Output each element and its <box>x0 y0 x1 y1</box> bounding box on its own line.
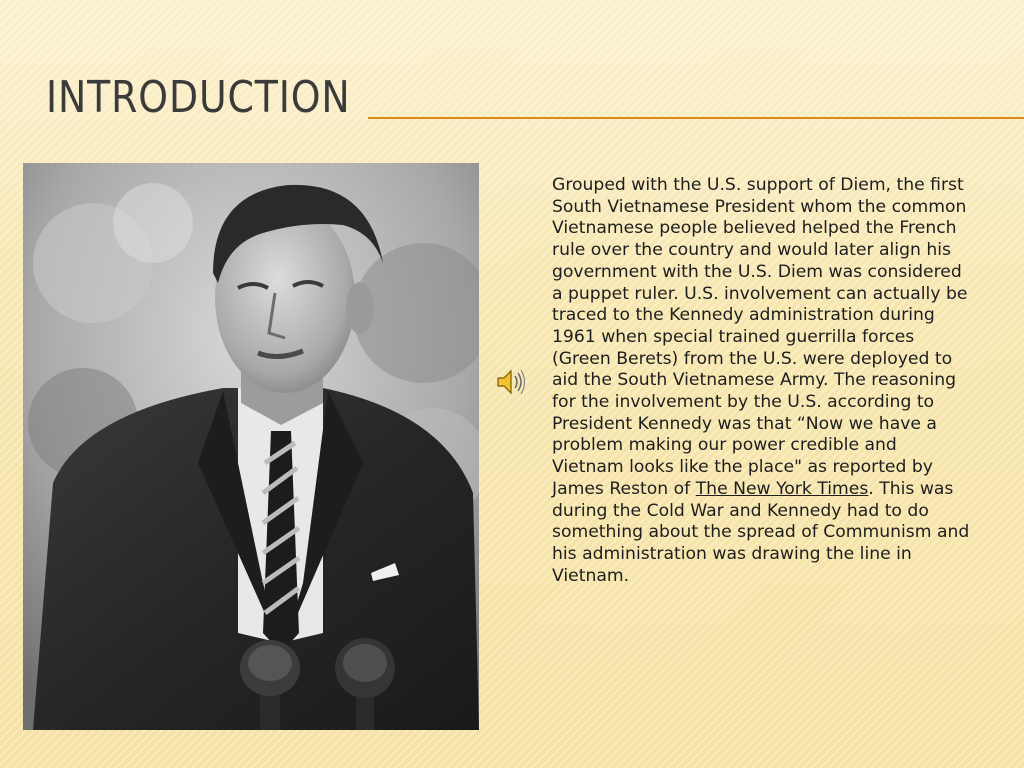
body-text-part-2: . This was during the Cold War and Kennedy had to do something about the spread of Communism and his administration was drawing the line in Vietnam. <box>552 478 970 586</box>
new-york-times-link[interactable]: The New York Times <box>695 478 869 499</box>
slide-title: INTRODUCTION <box>46 72 351 123</box>
portrait-photo <box>23 163 479 730</box>
title-divider <box>368 117 1024 119</box>
body-text-part-1: Grouped with the U.S. support of Diem, the first South Vietnamese President whom the common Vietnamese people believed helped the French rule over the country and would later align his government with the U.S. Diem was considered a puppet ruler. U.S. involvement can actually be traced to the Kennedy administration during 1961 when special trained guerrilla forces (Green Berets) from the U.S. were deployed to aid the South Vietnamese Army. The reasoning for the involvement by the U.S. according to President Kennedy was that “Now we have a problem making our power credible and Vietnam looks like the place" as reported by James Reston of <box>552 175 968 499</box>
speaker-icon[interactable] <box>496 366 526 398</box>
body-paragraph <box>552 175 972 587</box>
